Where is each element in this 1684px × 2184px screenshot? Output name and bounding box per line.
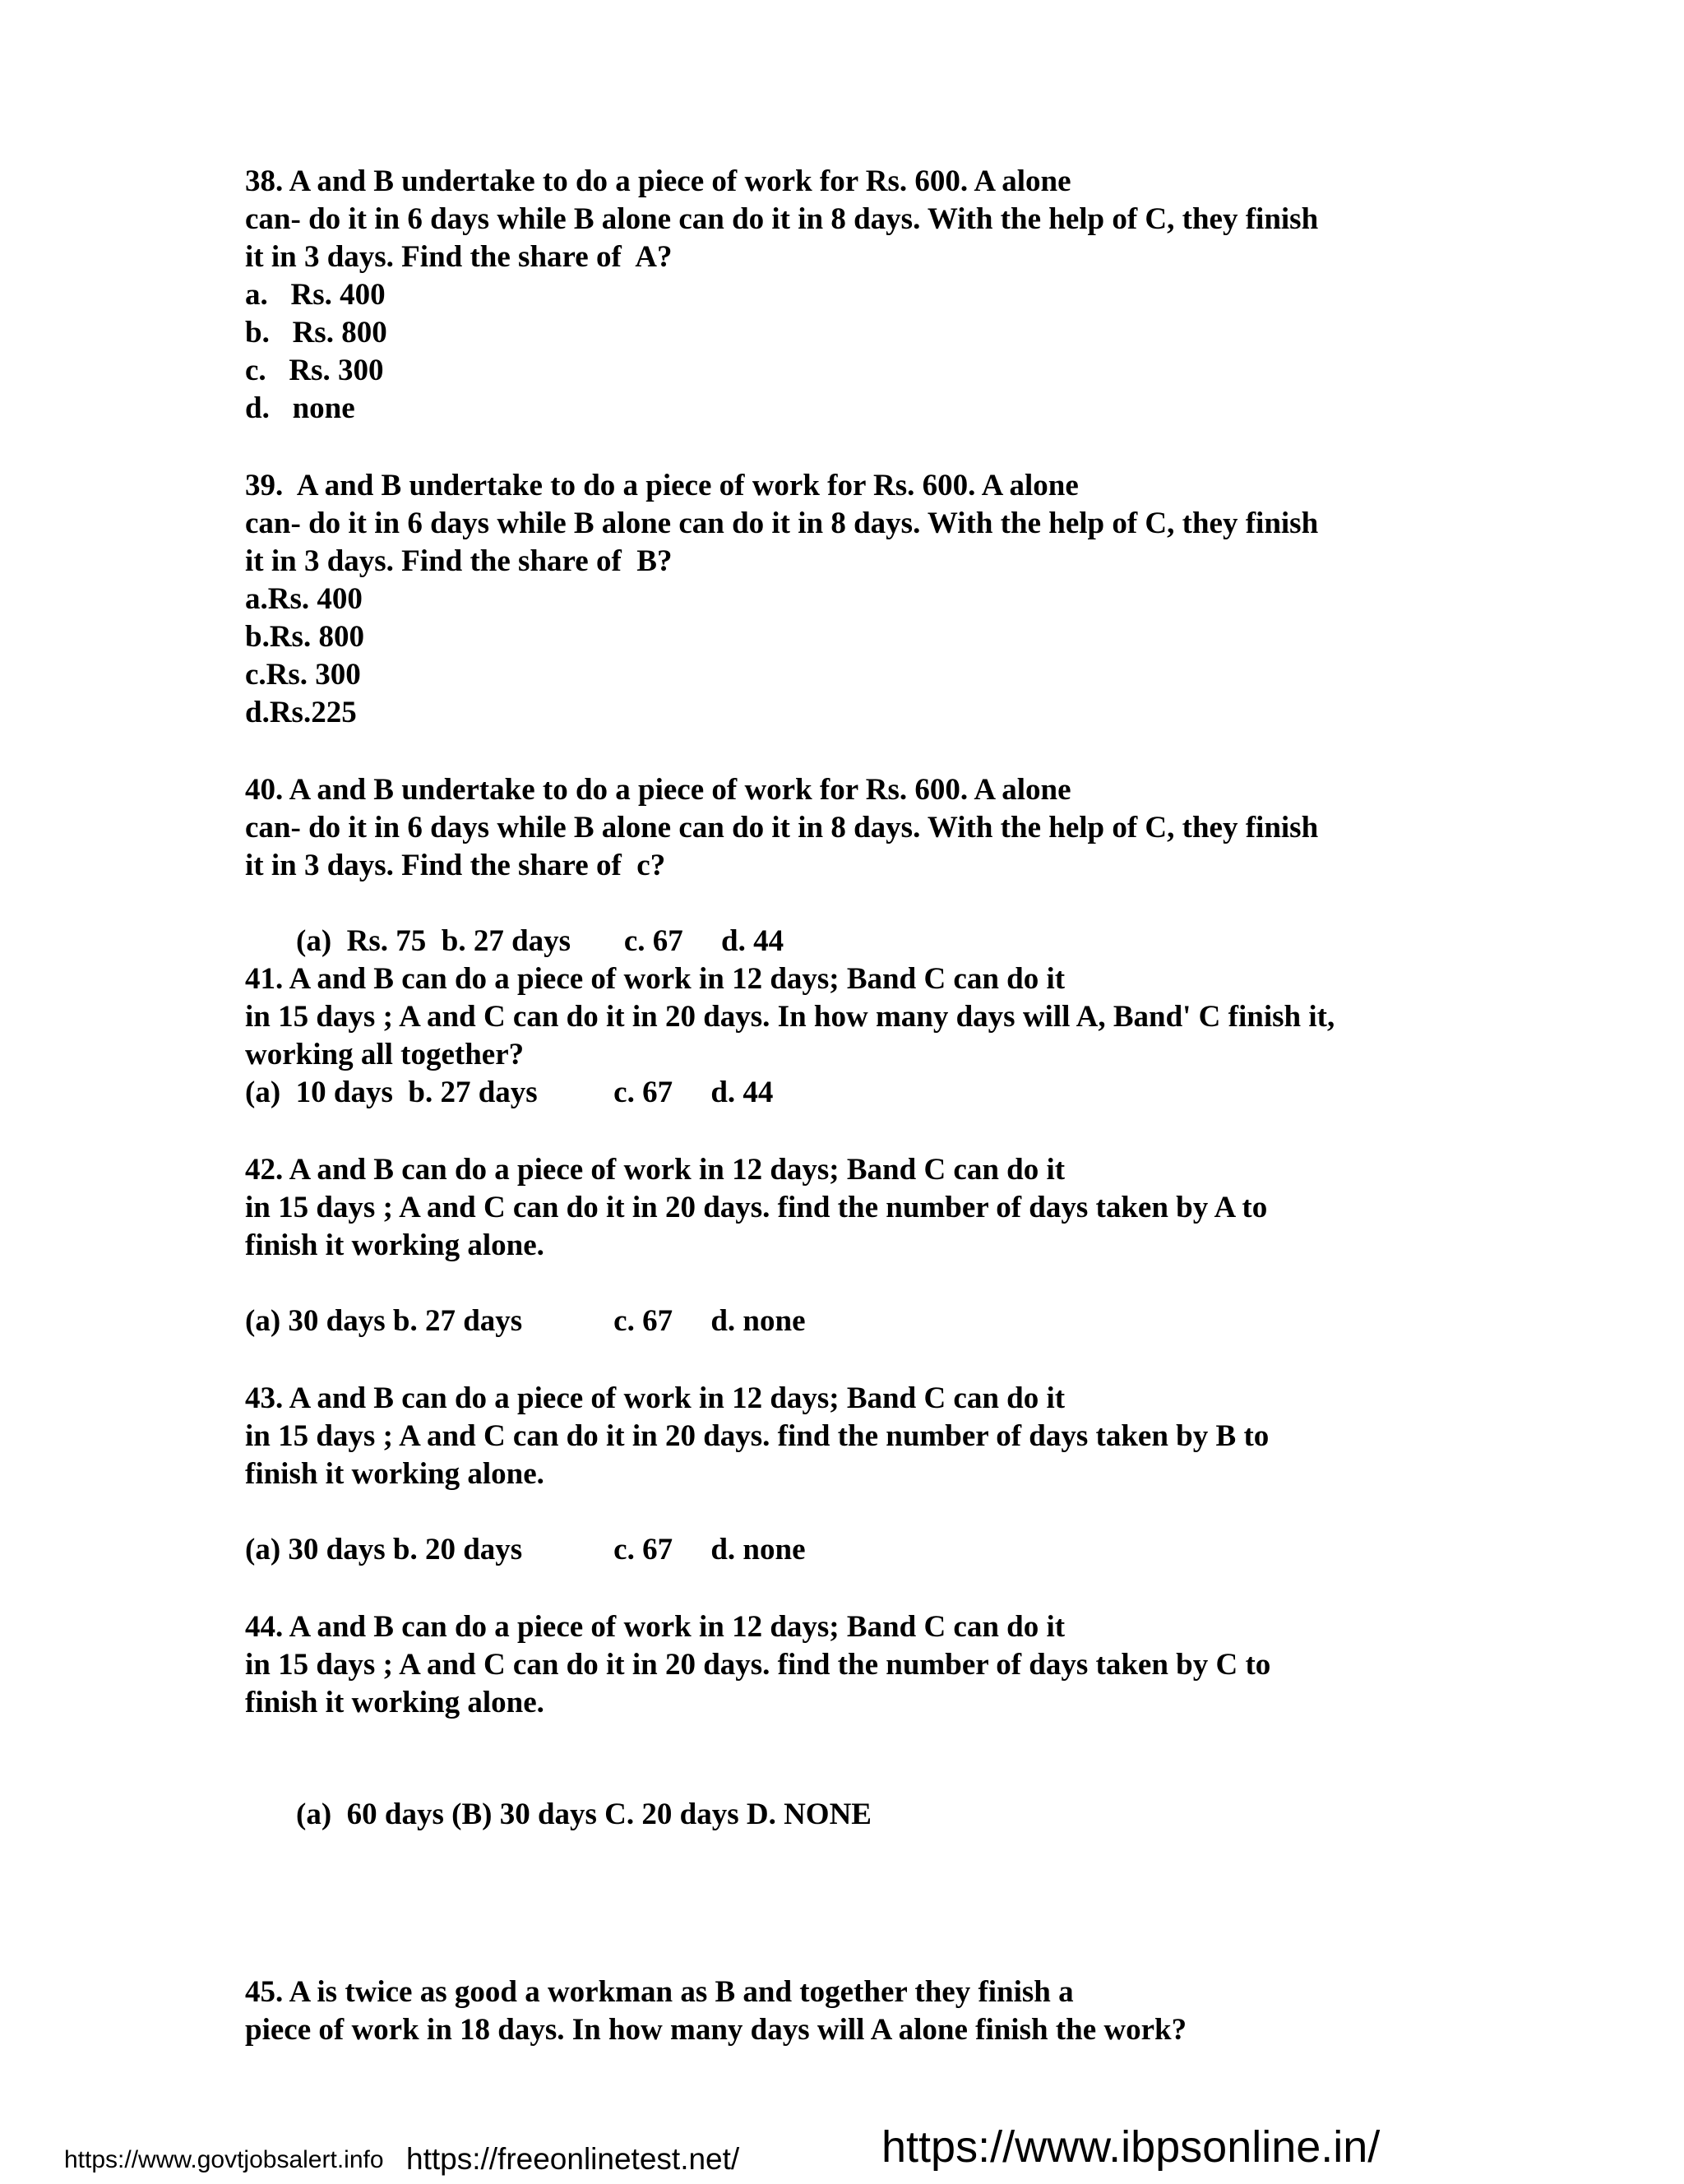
question-39-option-b: b.Rs. 800 <box>245 620 364 654</box>
question-43-line-2: in 15 days ; A and C can do it in 20 days. find the number of days taken by B to <box>245 1419 1270 1453</box>
question-38-option-b: b. Rs. 800 <box>245 316 387 349</box>
question-44-line-2: in 15 days ; A and C can do it in 20 days. find the number of days taken by C to <box>245 1648 1271 1682</box>
question-42-options: (a) 30 days b. 27 days c. 67 d. none <box>245 1304 806 1338</box>
question-42-line-1: 42. A and B can do a piece of work in 12 days; Band C can do it <box>245 1153 1066 1187</box>
question-38-line-2: can- do it in 6 days while B alone can do it in 8 days. With the help of C, they finish <box>245 202 1319 236</box>
question-40-options: (a) Rs. 75 b. 27 days c. 67 d. 44 <box>296 924 784 958</box>
question-39-line-3: it in 3 days. Find the share of B? <box>245 544 673 578</box>
question-40-line-1: 40. A and B undertake to do a piece of work for Rs. 600. A alone <box>245 773 1071 807</box>
question-44-line-1: 44. A and B can do a piece of work in 12 days; Band C can do it <box>245 1610 1066 1644</box>
question-39-line-1: 39. A and B undertake to do a piece of work for Rs. 600. A alone <box>245 469 1079 502</box>
question-38-option-c: c. Rs. 300 <box>245 354 384 387</box>
question-43-line-1: 43. A and B can do a piece of work in 12 days; Band C can do it <box>245 1381 1066 1415</box>
question-44-line-3: finish it working alone. <box>245 1686 544 1719</box>
question-38-line-3: it in 3 days. Find the share of A? <box>245 240 673 274</box>
question-38-option-a: a. Rs. 400 <box>245 278 386 312</box>
question-45-line-2: piece of work in 18 days. In how many days will A alone finish the work? <box>245 2013 1187 2047</box>
question-39-option-d: d.Rs.225 <box>245 696 357 729</box>
question-38-line-1: 38. A and B undertake to do a piece of work for Rs. 600. A alone <box>245 164 1071 198</box>
question-40-line-2: can- do it in 6 days while B alone can do it in 8 days. With the help of C, they finish <box>245 811 1319 844</box>
question-39-line-2: can- do it in 6 days while B alone can do it in 8 days. With the help of C, they finish <box>245 507 1319 540</box>
question-43-line-3: finish it working alone. <box>245 1457 544 1491</box>
footer-link-govtjobsalert[interactable]: https://www.govtjobsalert.info <box>64 2146 384 2173</box>
question-38-option-d: d. none <box>245 391 355 425</box>
question-44-options: (a) 60 days (B) 30 days C. 20 days D. NONE <box>296 1798 872 1831</box>
question-42-line-2: in 15 days ; A and C can do it in 20 days. find the number of days taken by A to <box>245 1191 1268 1224</box>
question-41-line-2: in 15 days ; A and C can do it in 20 days. In how many days will A, Band' C finish it, <box>245 1000 1335 1034</box>
question-41-options: (a) 10 days b. 27 days c. 67 d. 44 <box>245 1076 774 1109</box>
question-39-option-c: c.Rs. 300 <box>245 658 361 692</box>
question-43-options: (a) 30 days b. 20 days c. 67 d. none <box>245 1533 806 1566</box>
question-42-line-3: finish it working alone. <box>245 1228 544 1262</box>
footer-link-freeonlinetest[interactable]: https://freeonlinetest.net/ <box>406 2142 740 2176</box>
question-39-option-a: a.Rs. 400 <box>245 582 363 616</box>
question-40-line-3: it in 3 days. Find the share of c? <box>245 849 666 882</box>
question-41-line-3: working all together? <box>245 1038 525 1071</box>
footer-link-ibpsonline[interactable]: https://www.ibpsonline.in/ <box>881 2122 1381 2172</box>
question-45-line-1: 45. A is twice as good a workman as B and together they finish a <box>245 1975 1074 2009</box>
question-41-line-1: 41. A and B can do a piece of work in 12 days; Band C can do it <box>245 962 1066 996</box>
